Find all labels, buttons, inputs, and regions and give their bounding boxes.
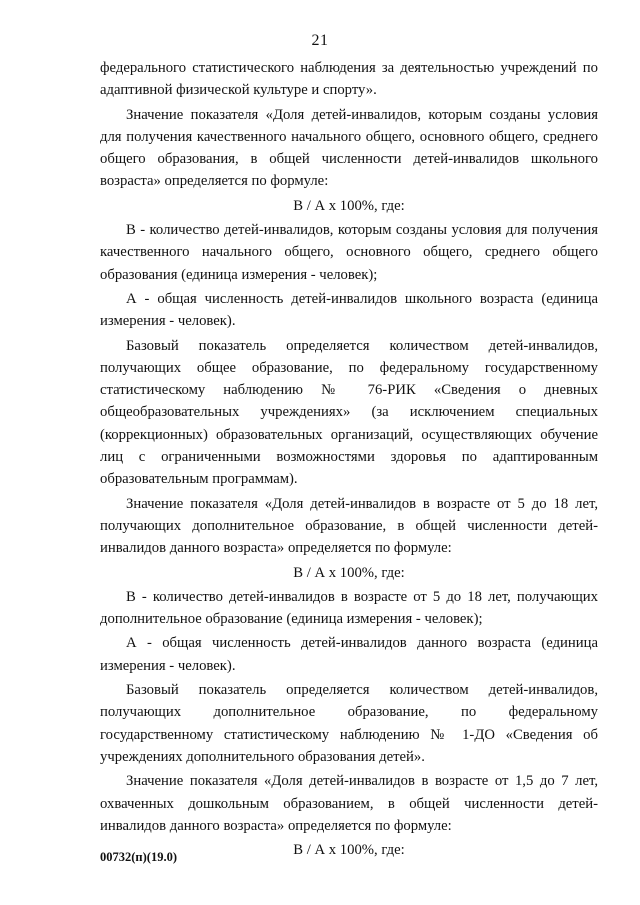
page-number: 21 xyxy=(311,32,329,49)
paragraph: А - общая численность детей-инвалидов школьного возраста (единица измерения - человек). xyxy=(100,290,598,330)
paragraph: Базовый показатель определяется количеством детей-инвалидов, получающих дополнительное образование, по федеральному государственному статистическому наблюдению № 1-ДО «Сведения об учреждениях дополнительного образования детей». xyxy=(100,682,598,765)
footer-code: 00732(п)(19.0) xyxy=(100,850,177,864)
formula: В / А х 100%, где: xyxy=(293,842,405,859)
formula: В / А х 100%, где: xyxy=(293,564,405,581)
formula: В / А х 100%, где: xyxy=(293,197,405,214)
paragraph: Значение показателя «Доля детей-инвалидов в возрасте от 5 до 18 лет, получающих дополнительное образование, в общей численности детей-инвалидов данного возраста» определяется по формуле: xyxy=(100,495,598,557)
paragraph: Значение показателя «Доля детей-инвалидов в возрасте от 1,5 до 7 лет, охваченных дошкольным образованием, в общей численности детей-инвалидов данного возраста» определяется по формуле: xyxy=(100,773,598,834)
document-body xyxy=(100,57,598,863)
paragraph: Базовый показатель определяется количеством детей-инвалидов, получающих общее образование, по федеральному государственному статистическому наблюдению № 76-РИК «Сведения о дневных общеобразовательных учреждениях» (за исключением специальных (коррекционных) образовательных организаций, осуществляющих обучение лиц с ограниченными возможностями здоровья по адаптированным образовательным программам). xyxy=(100,337,598,488)
paragraph: Значение показателя «Доля детей-инвалидов, которым созданы условия для получения качественного начального общего, основного общего, среднего общего образования, в общей численности детей-инвалидов школьного возраста» определяется по формуле: xyxy=(100,106,598,190)
paragraph: А - общая численность детей-инвалидов данного возраста (единица измерения - человек). xyxy=(100,635,598,674)
paragraph: В - количество детей-инвалидов в возрасте от 5 до 18 лет, получающих дополнительное образование (единица измерения - человек); xyxy=(100,588,598,628)
paragraph: федерального статистического наблюдения за деятельностью учреждений по адаптивной физической культуре и спорту». xyxy=(100,60,598,99)
paragraph: В - количество детей-инвалидов, которым созданы условия для получения качественного начального общего, основного общего, среднего общего образования (единица измерения - человек); xyxy=(100,222,598,283)
